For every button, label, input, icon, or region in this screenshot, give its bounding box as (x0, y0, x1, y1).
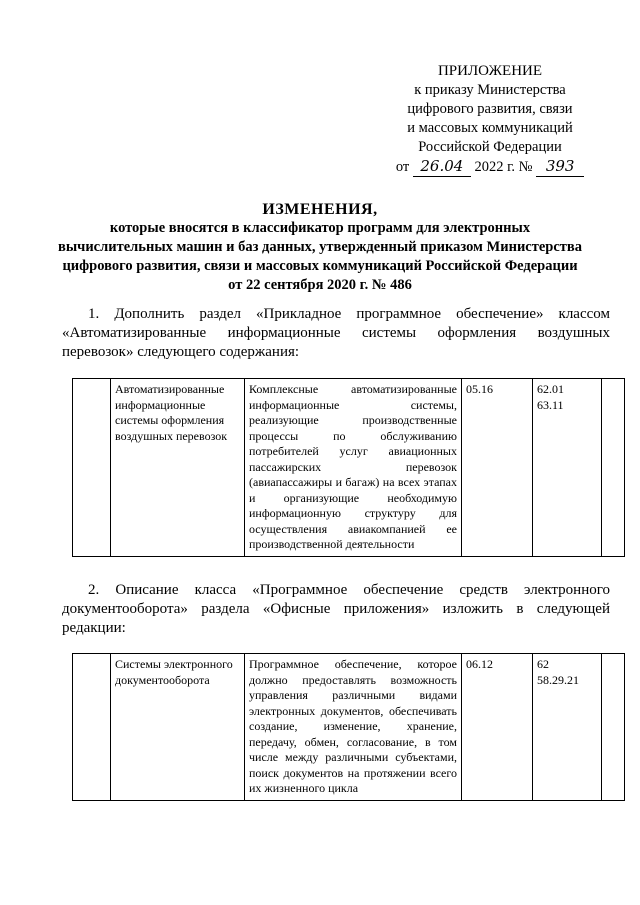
table-cell-empty (602, 654, 625, 801)
table-cell-empty (602, 379, 625, 557)
appendix-line-4: Российской Федерации (418, 139, 562, 155)
document-heading (40, 200, 600, 295)
heading-line-4: от 22 сентября 2020 г. № 486 (228, 277, 412, 293)
class-code-cell: 05.16 (462, 379, 533, 557)
appendix-title: ПРИЛОЖЕНИЕ (437, 63, 543, 79)
table-row (73, 654, 625, 801)
classifier-table-1 (72, 378, 625, 557)
class-description-cell: Программное обеспечение, которое должно предоставлять возможность управления различными видами электронных документов, обеспечивать создание, изменение, хранение, передачу, обмен, согласование, в том числе между различными субъектами, поиск документов на протяжении всего их жизненного цикла (245, 654, 462, 801)
table-cell-empty (73, 654, 111, 801)
table-row (73, 379, 625, 557)
class-code-cell: 06.12 (462, 654, 533, 801)
heading-line-2: вычислительных машин и баз данных, утвержденный приказом Министерства (58, 239, 582, 255)
appendix-line-3: и массовых коммуникаций (407, 120, 573, 136)
table-cell-empty (73, 379, 111, 557)
paragraph-1-text: Дополнить раздел «Прикладное программное обеспечение» классом «Автоматизированные информационные системы оформления воздушных перевозок» следующего содержания: (62, 306, 610, 360)
paragraph-1 (62, 305, 610, 362)
okved-code: 62 (537, 657, 549, 671)
okved-codes-cell (533, 379, 602, 557)
appendix-line-1: к приказу Министерства (414, 82, 566, 98)
heading-line-1: которые вносятся в классификатор программ для электронных (109, 220, 531, 236)
order-date-handwritten: 26.04 (413, 157, 471, 177)
paragraph-2 (62, 581, 610, 638)
order-year: 2022 г. № (474, 159, 533, 175)
classifier-table-2 (72, 653, 625, 801)
class-name-cell: Системы электронного документооборота (111, 654, 245, 801)
order-prefix: от (395, 159, 410, 175)
appendix-line-2: цифрового развития, связи (407, 101, 573, 117)
order-date-number-line (380, 157, 600, 177)
paragraph-2-number: 2. (88, 582, 100, 598)
okved-codes-cell (533, 654, 602, 801)
heading-line-3: цифрового развития, связи и массовых коммуникаций Российской Федерации (62, 258, 578, 274)
okved-code: 58.29.21 (537, 672, 579, 687)
okved-code: 63.11 (537, 397, 564, 412)
order-number-handwritten: 393 (536, 157, 584, 177)
class-name-cell: Автоматизированные информационные системы оформления воздушных перевозок (111, 379, 245, 557)
class-description-cell: Комплексные автоматизированные информационные системы, реализующие производственные процессы по обслуживанию потребителей услуг авиационных пассажирских перевозок (авиапассажиры и багаж) на всех этапах и организующие необходимую информационную структуру для осуществления авиакомпанией ее производственной деятельности (245, 379, 462, 557)
appendix-header (380, 62, 600, 177)
paragraph-2-text: Описание класса «Программное обеспечение средств электронного документооборота» раздела «Офисные приложения» изложить в следующей редакции: (62, 582, 611, 636)
paragraph-1-number: 1. (88, 306, 100, 322)
okved-code: 62.01 (537, 382, 564, 396)
heading-title: ИЗМЕНЕНИЯ, (262, 201, 378, 218)
